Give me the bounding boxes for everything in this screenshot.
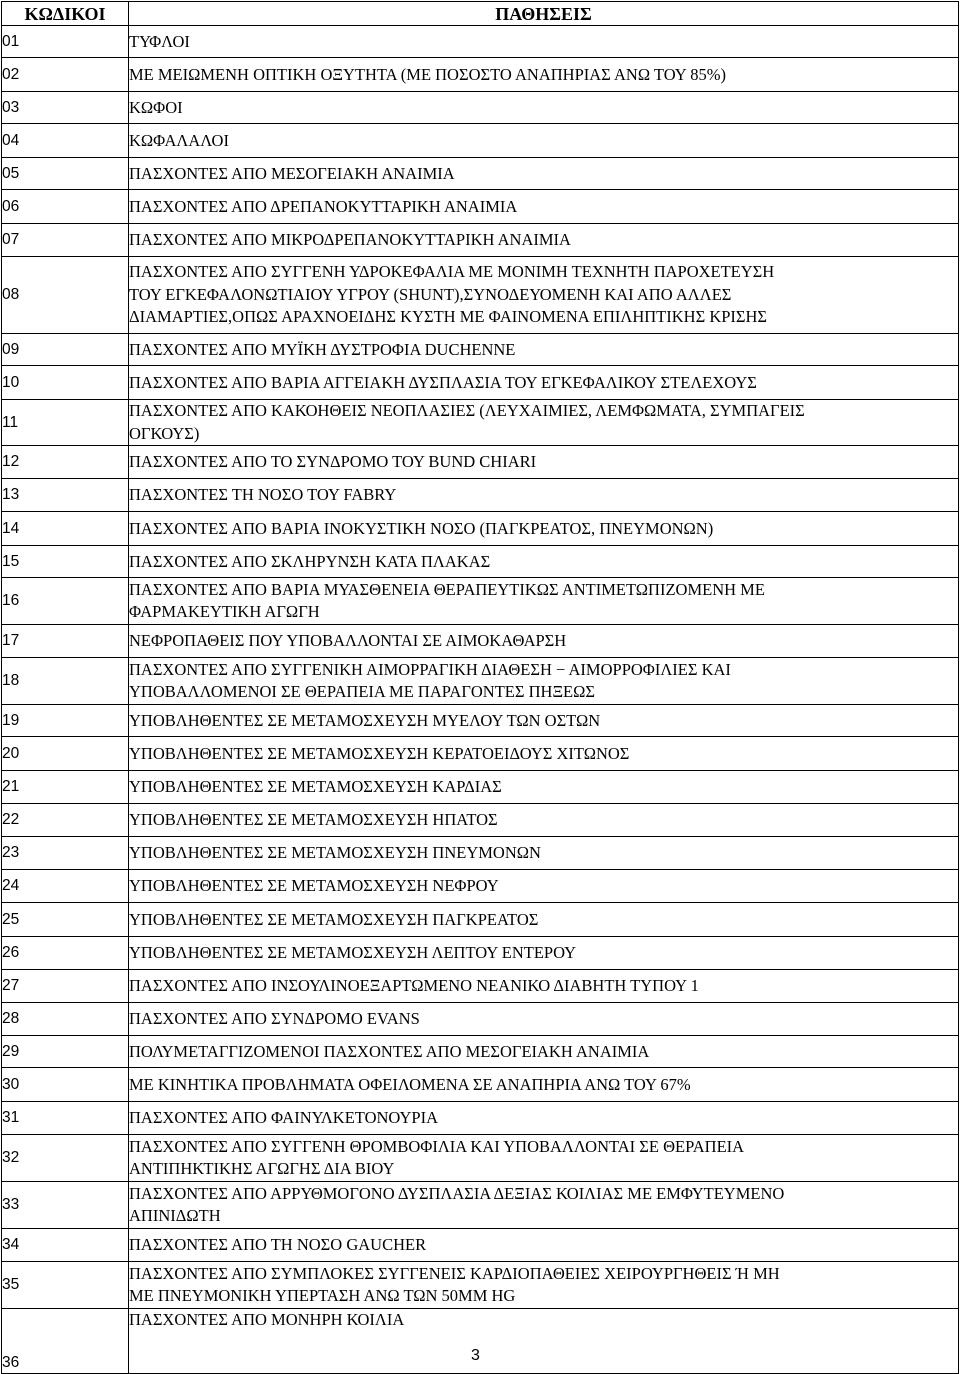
row-code: 11 [2, 400, 129, 446]
condition-text-line: ΠΑΣΧΟΝΤΕΣ ΑΠΟ ΜΟΝΗΡΗ ΚΟΙΛΙΑ [129, 1310, 405, 1329]
condition-text-line: ΠΑΣΧΟΝΤΕΣ ΑΠΟ ΣΚΛΗΡΥΝΣΗ ΚΑΤΑ ΠΛΑΚΑΣ [129, 551, 491, 571]
condition-text-line: ΜΕ ΠΝΕΥΜΟΝΙΚΗ ΥΠΕΡΤΑΣΗ ΑΝΩ ΤΩΝ 50ΜΜ HG [129, 1286, 516, 1305]
condition-text-line: ΠΑΣΧΟΝΤΕΣ ΑΠΟ ΣΥΝΔΡΟΜΟ EVANS [129, 1009, 420, 1028]
condition-text-line: ΤΟΥ ΕΓΚΕΦΑΛΟΝΩΤΙΑΙΟΥ ΥΓΡΟΥ (SHUNT),ΣΥΝΟΔΕΥΟΜΕΝΗ ΚΑΙ ΑΠΟ ΑΛΛΕΣ [129, 284, 732, 304]
row-code: 15 [2, 546, 129, 578]
row-condition [129, 446, 959, 479]
row-code: 17 [2, 625, 129, 658]
row-condition [129, 1102, 959, 1135]
condition-text-line: ΠΑΣΧΟΝΤΕΣ ΑΠΟ ΜΕΣΟΓΕΙΑΚΗ ΑΝΑΙΜΙΑ [129, 163, 455, 183]
row-condition [129, 58, 959, 92]
row-condition [129, 705, 959, 737]
condition-text-line: ΑΠΙΝΙΔΩΤΗ [129, 1206, 221, 1225]
row-condition [129, 479, 959, 512]
condition-text-line: ΠΑΣΧΟΝΤΕΣ ΑΠΟ ΤΟ ΣΥΝΔΡΟΜΟ ΤΟΥ BUND CHIARI [129, 452, 537, 471]
row-condition [129, 1068, 959, 1102]
row-condition [129, 1309, 959, 1374]
table-row [2, 1135, 959, 1182]
table-row [2, 366, 959, 400]
row-code: 31 [2, 1102, 129, 1135]
row-code: 27 [2, 970, 129, 1003]
row-condition [129, 804, 959, 837]
condition-text-line: ΠΑΣΧΟΝΤΕΣ ΑΠΟ ΒΑΡΙΑ ΙΝΟΚΥΣΤΙΚΗ ΝΟΣΟ (ΠΑΓΚΡΕΑΤΟΣ, ΠΝΕΥΜΟΝΩΝ) [129, 518, 714, 538]
condition-text-line: ΥΠΟΒΛΗΘΕΝΤΕΣ ΣΕ ΜΕΤΑΜΟΣΧΕΥΣΗ ΗΠΑΤΟΣ [129, 810, 498, 829]
condition-text-line: ΜΕ ΜΕΙΩΜΕΝΗ ΟΠΤΙΚΗ ΟΞΥΤΗΤΑ (ΜΕ ΠΟΣΟΣΤΟ ΑΝΑΠΗΡΙΑΣ ΑΝΩ ΤΟΥ 85%) [129, 64, 726, 84]
row-code: 35 [2, 1262, 129, 1309]
table-row [2, 1036, 959, 1068]
row-code: 22 [2, 804, 129, 837]
conditions-table [1, 1, 959, 1374]
condition-text-line: ΠΑΣΧΟΝΤΕΣ ΑΠΟ ΑΡΡΥΘΜΟΓΟΝΟ ΔΥΣΠΛΑΣΙΑ ΔΕΞΙΑΣ ΚΟΙΛΙΑΣ ΜΕ ΕΜΦΥΤΕΥΜΕΝΟ [129, 1183, 785, 1203]
row-code: 10 [2, 366, 129, 400]
row-condition [129, 970, 959, 1003]
row-condition [129, 578, 959, 625]
row-code: 29 [2, 1036, 129, 1068]
row-code: 24 [2, 870, 129, 903]
condition-text-line: ΥΠΟΒΑΛΛΟΜΕΝΟΙ ΣΕ ΘΕΡΑΠΕΙΑ ΜΕ ΠΑΡΑΓΟΝΤΕΣ ΠΗΞΕΩΣ [129, 682, 595, 701]
row-code: 09 [2, 334, 129, 366]
row-code: 18 [2, 658, 129, 705]
row-code: 34 [2, 1229, 129, 1262]
table-body [2, 26, 959, 1374]
table-row [2, 1229, 959, 1262]
table-row [2, 400, 959, 446]
row-condition [129, 257, 959, 334]
condition-text-line: ΝΕΦΡΟΠΑΘΕΙΣ ΠΟΥ ΥΠΟΒΑΛΛΟΝΤΑΙ ΣΕ ΑΙΜΟΚΑΘΑΡΣΗ [129, 631, 567, 650]
row-condition [129, 26, 959, 58]
condition-text-line: ΠΑΣΧΟΝΤΕΣ ΑΠΟ ΜΥΪΚΗ ΔΥΣΤΡΟΦΙΑ DUCHENNE [129, 339, 516, 359]
table-row [2, 334, 959, 366]
row-condition [129, 771, 959, 804]
condition-text-line: ΠΑΣΧΟΝΤΕΣ ΑΠΟ ΔΡΕΠΑΝΟΚΥΤΤΑΡΙΚΗ ΑΝΑΙΜΙΑ [129, 196, 518, 216]
condition-text-line: ΚΩΦΑΛΑΛΟΙ [129, 130, 229, 150]
row-code: 21 [2, 771, 129, 804]
table-row [2, 737, 959, 771]
table-row [2, 1102, 959, 1135]
table-row [2, 870, 959, 903]
row-code: 23 [2, 837, 129, 870]
row-code: 16 [2, 578, 129, 625]
row-code: 20 [2, 737, 129, 771]
condition-text-line: ΠΟΛΥΜΕΤΑΓΓΙΖΟΜΕΝΟΙ ΠΑΣΧΟΝΤΕΣ ΑΠΟ ΜΕΣΟΓΕΙΑΚΗ ΑΝΑΙΜΙΑ [129, 1041, 650, 1061]
row-condition [129, 400, 959, 446]
row-code: 33 [2, 1182, 129, 1229]
table-row [2, 58, 959, 92]
condition-text-line: ΚΩΦΟΙ [129, 97, 183, 117]
row-code: 02 [2, 58, 129, 92]
row-condition [129, 1262, 959, 1309]
row-condition [129, 1135, 959, 1182]
condition-text-line: ΦΑΡΜΑΚΕΥΤΙΚΗ ΑΓΩΓΗ [129, 602, 320, 621]
row-condition [129, 224, 959, 257]
row-condition [129, 1036, 959, 1068]
codes-column-header: ΚΩΔΙΚΟΙ [2, 2, 129, 26]
table-row [2, 1003, 959, 1036]
condition-text-line: ΠΑΣΧΟΝΤΕΣ ΑΠΟ ΒΑΡΙΑ ΜΥΑΣΘΕΝΕΙΑ ΘΕΡΑΠΕΥΤΙΚΩΣ ΑΝΤΙΜΕΤΩΠΙΖΟΜΕΝΗ ΜΕ [129, 579, 765, 599]
condition-text-line: ΔΙΑΜΑΡΤΙΕΣ,ΟΠΩΣ ΑΡΑΧΝΟΕΙΔΗΣ ΚΥΣΤΗ ΜΕ ΦΑΙΝΟΜΕΝΑ ΕΠΙΛΗΠΤΙΚΗΣ ΚΡΙΣΗΣ [129, 307, 768, 327]
table-row [2, 446, 959, 479]
table-row [2, 903, 959, 937]
row-condition [129, 334, 959, 366]
table-row [2, 546, 959, 578]
table-row [2, 804, 959, 837]
table-row [2, 92, 959, 124]
row-code: 03 [2, 92, 129, 124]
row-condition [129, 625, 959, 658]
row-code: 30 [2, 1068, 129, 1102]
row-condition [129, 158, 959, 190]
row-code: 04 [2, 124, 129, 158]
table-row [2, 190, 959, 224]
table-row [2, 26, 959, 58]
table-row [2, 1182, 959, 1229]
table-row [2, 512, 959, 546]
table-row [2, 625, 959, 658]
row-code: 36 [2, 1309, 129, 1374]
condition-text-line: ΠΑΣΧΟΝΤΕΣ ΑΠΟ ΣΥΓΓΕΝΗ ΘΡΟΜΒΟΦΙΛΙΑ ΚΑΙ ΥΠΟΒΑΛΛΟΝΤΑΙ ΣΕ ΘΕΡΑΠΕΙΑ [129, 1136, 745, 1156]
row-code: 28 [2, 1003, 129, 1036]
condition-text-line: ΥΠΟΒΛΗΘΕΝΤΕΣ ΣΕ ΜΕΤΑΜΟΣΧΕΥΣΗ ΜΥΕΛΟΥ ΤΩΝ ΟΣΤΩΝ [129, 710, 601, 730]
row-code: 07 [2, 224, 129, 257]
condition-text-line: ΠΑΣΧΟΝΤΕΣ ΑΠΟ ΤΗ ΝΟΣΟ GAUCHER [129, 1235, 427, 1254]
row-condition [129, 1229, 959, 1262]
row-condition [129, 870, 959, 903]
table-row [2, 1309, 959, 1374]
table-row [2, 224, 959, 257]
condition-text-line: ΠΑΣΧΟΝΤΕΣ ΑΠΟ ΜΙΚΡΟΔΡΕΠΑΝΟΚΥΤΤΑΡΙΚΗ ΑΝΑΙΜΙΑ [129, 230, 571, 249]
table-row [2, 124, 959, 158]
row-condition [129, 1182, 959, 1229]
condition-text-line: ΠΑΣΧΟΝΤΕΣ ΑΠΟ ΙΝΣΟΥΛΙΝΟΕΞΑΡΤΩΜΕΝΟ ΝΕΑΝΙΚΟ ΔΙΑΒΗΤΗ ΤΥΠΟΥ 1 [129, 976, 699, 995]
table-row [2, 970, 959, 1003]
row-code: 05 [2, 158, 129, 190]
condition-text-line: ΜΕ ΚΙΝΗΤΙΚΑ ΠΡΟΒΛΗΜΑΤΑ ΟΦΕΙΛΟΜΕΝΑ ΣΕ ΑΝΑΠΗΡΙΑ ΑΝΩ ΤΟΥ 67% [129, 1074, 691, 1094]
row-condition [129, 546, 959, 578]
table-row [2, 837, 959, 870]
row-condition [129, 658, 959, 705]
condition-text-line: ΠΑΣΧΟΝΤΕΣ ΑΠΟ ΚΑΚΟΗΘΕΙΣ ΝΕΟΠΛΑΣΙΕΣ (ΛΕΥΧΑΙΜΙΕΣ, ΛΕΜΦΩΜΑΤΑ, ΣΥΜΠΑΓΕΙΣ [129, 401, 805, 420]
condition-text-line: ΠΑΣΧΟΝΤΕΣ ΑΠΟ ΣΥΜΠΛΟΚΕΣ ΣΥΓΓΕΝΕΙΣ ΚΑΡΔΙΟΠΑΘΕΙΕΣ ΧΕΙΡΟΥΡΓΗΘΕΙΣ Ή ΜΗ [129, 1263, 780, 1283]
row-code: 13 [2, 479, 129, 512]
condition-text-line: ΠΑΣΧΟΝΤΕΣ ΑΠΟ ΒΑΡΙΑ ΑΓΓΕΙΑΚΗ ΔΥΣΠΛΑΣΙΑ ΤΟΥ ΕΓΚΕΦΑΛΙΚΟΥ ΣΤΕΛΕΧΟΥΣ [129, 372, 757, 392]
table-row [2, 1262, 959, 1309]
table-row [2, 578, 959, 625]
row-code: 01 [2, 26, 129, 58]
condition-text-line: ΥΠΟΒΛΗΘΕΝΤΕΣ ΣΕ ΜΕΤΑΜΟΣΧΕΥΣΗ ΠΝΕΥΜΟΝΩΝ [129, 843, 541, 862]
table-row [2, 257, 959, 334]
row-condition [129, 366, 959, 400]
table-row [2, 658, 959, 705]
row-condition [129, 124, 959, 158]
row-code: 12 [2, 446, 129, 479]
table-header-row [2, 2, 959, 26]
condition-text-line: ΑΝΤΙΠΗΚΤΙΚΗΣ ΑΓΩΓΗΣ ΔΙΑ ΒΙΟΥ [129, 1159, 395, 1178]
row-code: 32 [2, 1135, 129, 1182]
row-code: 06 [2, 190, 129, 224]
row-condition [129, 937, 959, 970]
row-code: 25 [2, 903, 129, 937]
row-code: 14 [2, 512, 129, 546]
condition-text-line: ΥΠΟΒΛΗΘΕΝΤΕΣ ΣΕ ΜΕΤΑΜΟΣΧΕΥΣΗ ΠΑΓΚΡΕΑΤΟΣ [129, 909, 539, 929]
table-row [2, 771, 959, 804]
row-condition [129, 737, 959, 771]
conditions-column-header: ΠΑΘΗΣΕΙΣ [129, 2, 959, 26]
row-condition [129, 92, 959, 124]
table-row [2, 479, 959, 512]
condition-text-line: ΥΠΟΒΛΗΘΕΝΤΕΣ ΣΕ ΜΕΤΑΜΟΣΧΕΥΣΗ ΝΕΦΡΟΥ [129, 876, 499, 895]
table-row [2, 1068, 959, 1102]
condition-text-line: ΠΑΣΧΟΝΤΕΣ ΤΗ ΝΟΣΟ ΤΟΥ FABRY [129, 485, 397, 504]
row-condition [129, 837, 959, 870]
condition-text-line: ΥΠΟΒΛΗΘΕΝΤΕΣ ΣΕ ΜΕΤΑΜΟΣΧΕΥΣΗ ΚΕΡΑΤΟΕΙΔΟΥΣ ΧΙΤΩΝΟΣ [129, 743, 630, 763]
row-code: 19 [2, 705, 129, 737]
table-row [2, 705, 959, 737]
page-number: 3 [471, 1347, 480, 1364]
row-code: 26 [2, 937, 129, 970]
condition-text-line: ΟΓΚΟΥΣ) [129, 423, 200, 443]
row-condition [129, 190, 959, 224]
row-condition [129, 512, 959, 546]
condition-text-line: ΥΠΟΒΛΗΘΕΝΤΕΣ ΣΕ ΜΕΤΑΜΟΣΧΕΥΣΗ ΚΑΡΔΙΑΣ [129, 777, 502, 796]
row-condition [129, 903, 959, 937]
table-row [2, 158, 959, 190]
condition-text-line: ΠΑΣΧΟΝΤΕΣ ΑΠΟ ΦΑΙΝΥΛΚΕΤΟΝΟΥΡΙΑ [129, 1108, 439, 1127]
condition-text-line: ΤΥΦΛΟΙ [129, 31, 190, 51]
condition-text-line: ΥΠΟΒΛΗΘΕΝΤΕΣ ΣΕ ΜΕΤΑΜΟΣΧΕΥΣΗ ΛΕΠΤΟΥ ΕΝΤΕΡΟΥ [129, 943, 577, 962]
table-row [2, 937, 959, 970]
condition-text-line: ΠΑΣΧΟΝΤΕΣ ΑΠΟ ΣΥΓΓΕΝΙΚΗ ΑΙΜΟΡΡΑΓΙΚΗ ΔΙΑΘΕΣΗ − ΑΙΜΟΡΡΟΦΙΛΙΕΣ ΚΑΙ [129, 659, 731, 679]
row-code: 08 [2, 257, 129, 334]
condition-text-line: ΠΑΣΧΟΝΤΕΣ ΑΠΟ ΣΥΓΓΕΝΗ ΥΔΡΟΚΕΦΑΛΙΑ ΜΕ ΜΟΝΙΜΗ ΤΕΧΝΗΤΗ ΠΑΡΟΧΕΤΕΥΣΗ [129, 262, 775, 282]
row-condition [129, 1003, 959, 1036]
